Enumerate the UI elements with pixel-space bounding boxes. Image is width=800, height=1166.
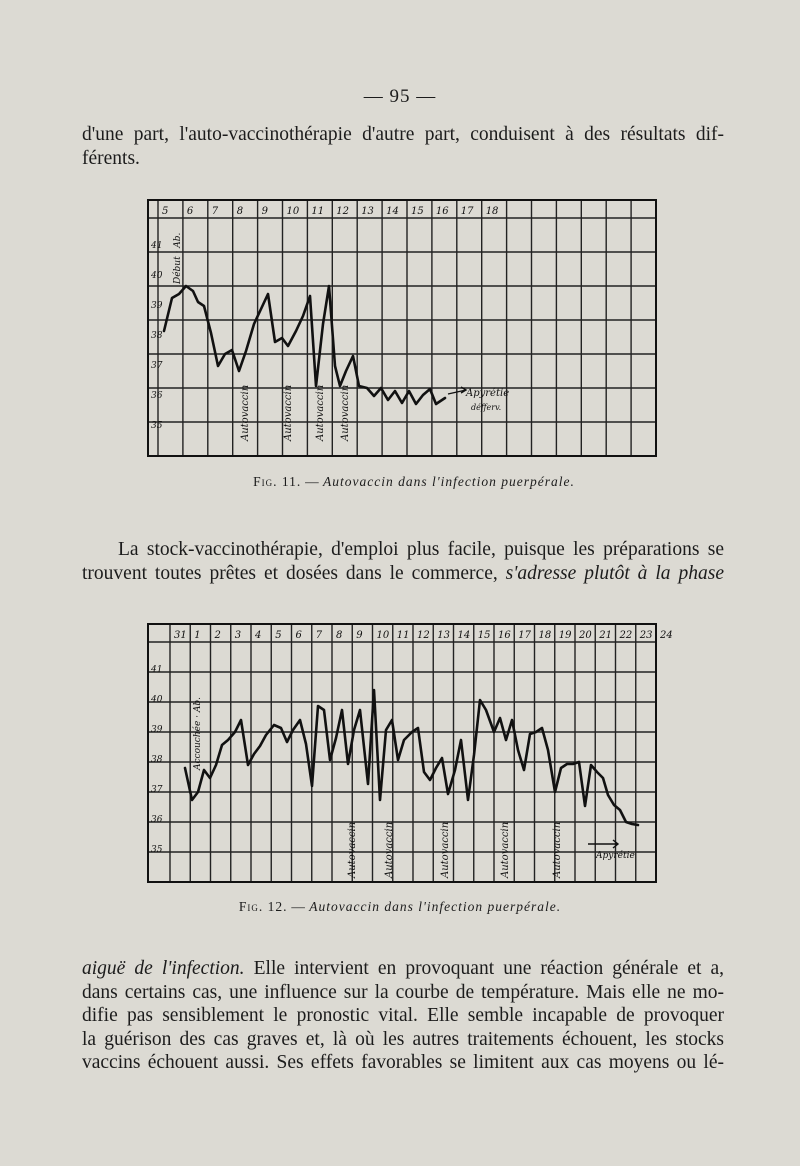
paragraph-1-line-1: d'une part, l'auto-vaccinothérapie d'autre part, conduisent à des résultats dif- — [82, 124, 724, 145]
figure-12-day-labels — [174, 630, 673, 641]
day-label: 20 — [579, 630, 592, 641]
day-label: 5 — [275, 630, 282, 641]
paragraph-3 — [82, 957, 724, 1075]
day-label: 1 — [194, 630, 201, 641]
day-label: 17 — [460, 206, 474, 217]
day-label: 9 — [261, 206, 268, 217]
paragraph-2-line-1: La stock-vaccinothérapie, d'emploi plus facile, puisque les préparations se — [118, 539, 724, 560]
day-label: 8 — [236, 206, 244, 217]
day-label: 13 — [361, 206, 374, 217]
figure-11-caption-text: Autovaccin dans l'infection puerpérale. — [323, 474, 575, 489]
figure-12-marker-2: Autovaccin — [384, 821, 395, 878]
figure-12-y-tick: 36 — [151, 815, 163, 825]
day-label: 18 — [485, 206, 499, 217]
day-label: 6 — [295, 630, 302, 641]
day-label: 3 — [234, 630, 242, 641]
day-label: 10 — [376, 630, 390, 641]
paragraph-3-line-1-italic: aiguë de l'infection. — [82, 958, 245, 979]
day-label: 7 — [211, 206, 219, 217]
figure-11-marker-start: Début · Ab. — [173, 232, 183, 284]
day-label: 15 — [477, 630, 491, 641]
day-label: 12 — [417, 630, 430, 641]
paragraph-1 — [82, 123, 724, 170]
day-label: 10 — [286, 206, 300, 217]
day-label: 21 — [599, 630, 612, 641]
day-label: 17 — [518, 630, 531, 641]
paragraph-3-line-1 — [82, 957, 724, 981]
day-label: 16 — [498, 630, 511, 641]
figure-12-arrow-icon — [588, 840, 618, 848]
page-number: — 95 — — [363, 86, 437, 107]
figure-11-y-tick: 37 — [151, 361, 163, 371]
figure-12-y-tick: 41 — [151, 665, 163, 675]
figure-12-apyrexia-label: Apyrétie — [596, 851, 635, 861]
figure-11-y-tick: 35 — [151, 421, 163, 431]
paragraph-2-line-2-plain: trouvent toutes prêtes et dosées dans le commerce, — [82, 562, 498, 584]
figure-11-chart — [148, 196, 658, 458]
day-label: 24 — [660, 630, 673, 641]
figure-11-y-tick: 41 — [151, 241, 163, 251]
figure-12-axis-ticks — [150, 665, 163, 855]
paragraph-1-line-2: férents. — [82, 147, 140, 169]
figure-12-marker-3: Autovaccin — [440, 821, 451, 878]
paragraph-3-line-5: vaccins échouent aussi. Ses effets favorables se limitent aux cas moyens ou lé- — [82, 1052, 724, 1073]
figure-11-marker-3: Autovaccin — [315, 384, 326, 441]
day-label: 18 — [538, 630, 552, 641]
paragraph-3-line-4: la guérison des cas graves et, là où les autres traitements échouent, les stocks — [82, 1028, 724, 1050]
figure-11-marker-4: Autovaccin — [340, 384, 351, 441]
figure-11-frame — [148, 200, 656, 456]
figure-12-marker-4: Autovaccin — [500, 821, 511, 878]
day-label: 14 — [457, 630, 471, 641]
figure-12-caption — [0, 899, 800, 915]
day-label: 31 — [174, 630, 187, 641]
figure-12-chart — [148, 620, 673, 886]
figure-12-caption-label: Fig. 12. — [238, 899, 288, 914]
day-label: 4 — [255, 630, 262, 641]
figure-11-marker-1: Autovaccin — [240, 384, 251, 441]
figure-12-marker-5: Autovaccin — [552, 821, 563, 878]
paragraph-2-line-2-italic: s'adresse plutôt à la phase — [505, 562, 724, 584]
figure-12-caption-dash: — — [291, 899, 306, 914]
paragraph-3-line-2: dans certains cas, une influence sur la courbe de température. Mais elle ne mo- — [82, 981, 724, 1003]
figure-12-y-tick: 38 — [151, 755, 163, 765]
figure-11-caption-dash: — — [305, 474, 320, 489]
day-label: 12 — [336, 206, 350, 217]
day-label: 16 — [435, 206, 449, 217]
day-label: 13 — [437, 630, 450, 641]
figure-11-apyrexia-label: Apyrétie — [466, 388, 510, 399]
figure-11-temperature-curve — [164, 286, 445, 404]
paragraph-2-line-2 — [82, 562, 724, 586]
figure-12-marker-1: Autovaccin — [347, 821, 358, 878]
day-label: 22 — [619, 630, 633, 641]
figure-12-marker-start: Accouchée · Ab. — [193, 697, 203, 770]
figure-12-y-tick: 40 — [151, 695, 163, 705]
day-label: 7 — [315, 630, 323, 641]
figure-12-grid — [148, 624, 656, 882]
figure-12-caption-text: Autovaccin dans l'infection puerpérale. — [309, 899, 562, 914]
day-label: 19 — [558, 630, 572, 641]
figure-11-caption — [14, 474, 800, 490]
figure-11-day-labels — [162, 206, 498, 217]
paragraph-3-line-3: difie pas sensiblement le pronostic vital. Elle semble incapable de provoquer — [82, 1005, 724, 1026]
day-label: 9 — [356, 630, 363, 641]
figure-12-frame — [148, 624, 656, 882]
day-label: 6 — [186, 206, 194, 217]
figure-11-caption-label: Fig. 11. — [253, 474, 302, 489]
day-label: 5 — [162, 206, 169, 217]
day-label: 14 — [386, 206, 399, 217]
day-label: 15 — [411, 206, 424, 217]
figure-11-y-tick: 40 — [151, 271, 163, 281]
day-label: 11 — [311, 206, 325, 217]
paragraph-3-line-1-plain: Elle intervient en provoquant une réaction générale et a, — [253, 958, 725, 979]
day-label: 8 — [336, 630, 343, 641]
figure-11-axis-ticks — [150, 241, 163, 431]
figure-12-y-tick: 39 — [151, 725, 163, 735]
day-label: 2 — [214, 630, 221, 641]
day-label: 23 — [639, 630, 653, 641]
figure-11-annotations — [172, 232, 509, 442]
figure-12-y-tick: 37 — [151, 785, 163, 795]
figure-12-temperature-curve — [185, 690, 638, 825]
figure-11-y-tick: 38 — [151, 331, 163, 341]
figure-12-y-tick: 35 — [151, 845, 163, 855]
figure-11-y-tick: 36 — [151, 391, 163, 401]
figure-11-marker-2: Autovaccin — [283, 384, 294, 441]
paragraph-2 — [82, 538, 724, 585]
figure-11-y-tick: 39 — [151, 301, 163, 311]
figure-11-defervescence-label: défferv. — [471, 403, 502, 412]
figure-11-grid — [148, 200, 656, 456]
day-label: 11 — [396, 630, 410, 641]
